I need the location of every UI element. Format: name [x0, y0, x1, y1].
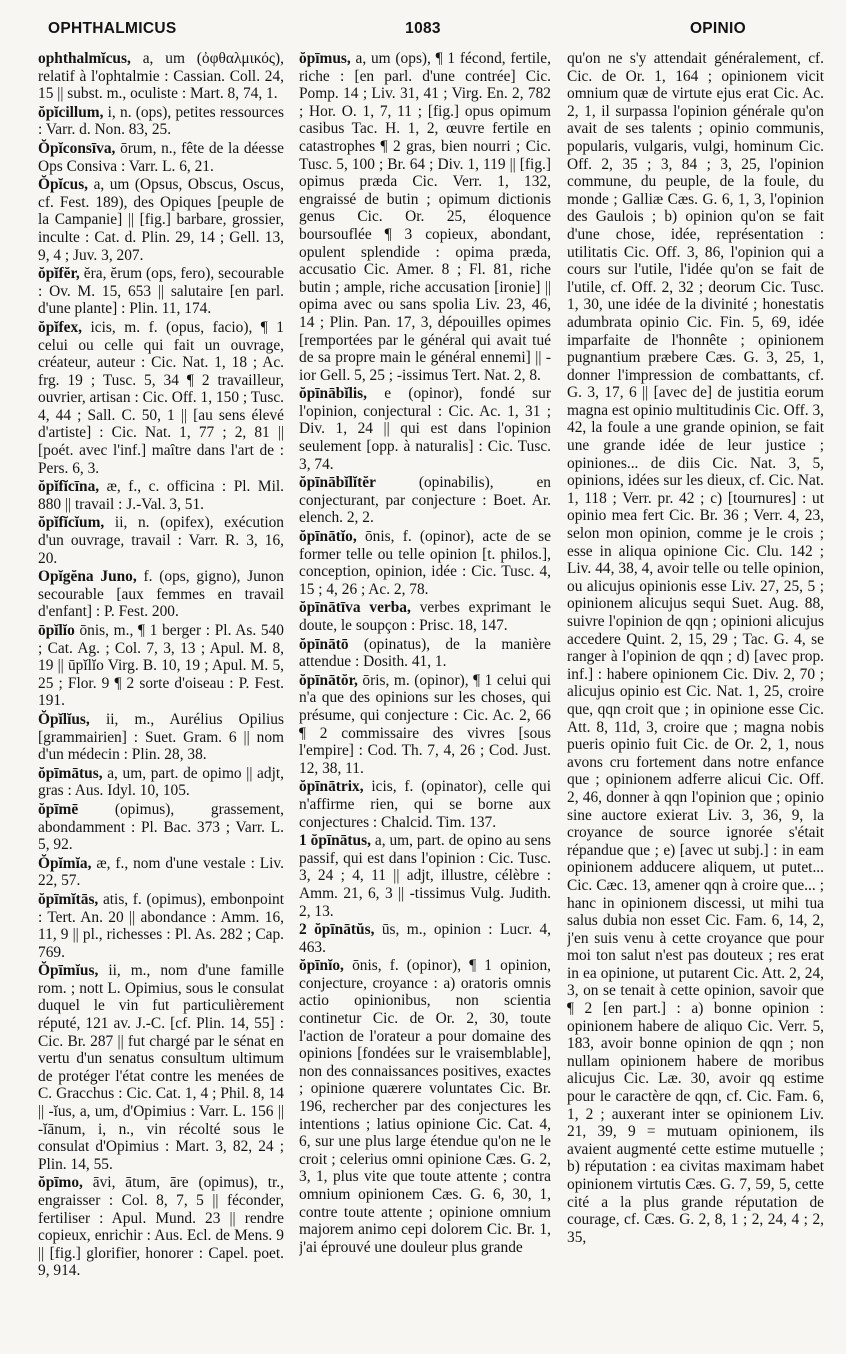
- entry-definition: a, um, part. de opimo || adjt, gras : Aus. Idyl. 10, 105.: [38, 764, 284, 800]
- entry-definition: a, um, part. de opino au sens passif, qui est dans l'opinion : Cic. Tusc. 3, 24 ; 4, 11 || adjt, illustre, célèbre : Amm. 21, 6, 3 || -tissimus Vulg. Judith. 2, 13.: [299, 832, 551, 920]
- entry-headword: ŏpīmĭtās,: [38, 890, 99, 908]
- entry-definition: (opinabilis), en conjecturant, par conjecture : Boet. Ar. elench. 2, 2.: [299, 474, 551, 527]
- entry-definition: ōris, m. (opinor), ¶ 1 celui qui n'a que des opinions sur les choses, qui présume, qui conjecture : Cic. Ac. 2, 66 ¶ 2 commissaire des vivres [sous l'empire] : Cod. Th. 7, 4, 26 ; Cod. Just. 12, 38, 11.: [299, 671, 551, 777]
- entry-headword: ŏpīmo,: [38, 1174, 83, 1192]
- dictionary-entry: [299, 957, 551, 1256]
- entry-definition: ōnis, m., ¶ 1 berger : Pl. As. 540 ; Cat. Ag. ; Col. 7, 3, 13 ; Apul. M. 8, 19 || ūpĭlĭo Virg. B. 10, 19 ; Apul. M. 5, 25 ; Flor. 9 ¶ 2 sorte d'oiseau : P. Fest. 191.: [38, 622, 284, 710]
- dictionary-entry: [299, 778, 551, 831]
- entry-definition: ōrum, n., fête de la déesse Ops Consiva : Varr. L. 6, 21.: [38, 139, 284, 175]
- dictionary-entry: [299, 528, 551, 598]
- dictionary-entry: [38, 568, 284, 621]
- dictionary-entry: [299, 921, 551, 956]
- dictionary-entry: [38, 176, 284, 264]
- running-head-right: OPINIO: [689, 20, 746, 37]
- entry-definition: æ, f., nom d'une vestale : Liv. 22, 57.: [38, 854, 284, 890]
- entry-definition: ūs, m., opinion : Lucr. 4, 463.: [299, 921, 551, 956]
- entry-headword: Ŏpĭconsīva,: [38, 139, 116, 157]
- entry-definition: e (opinor), fondé sur l'opinion, conjectural : Cic. Ac. 1, 31 ; Div. 1, 24 || qui est dans l'opinion seulement [opp. à naturalis] : Cic. Tusc. 3, 74.: [299, 385, 551, 473]
- dictionary-entry: [299, 599, 551, 634]
- entry-headword: ŏpīnātĭo,: [299, 528, 357, 546]
- dictionary-entry: [299, 672, 551, 778]
- entry-headword: ŏpīnātīva verba,: [299, 599, 411, 617]
- dictionary-entry: [299, 50, 551, 384]
- entry-headword: ŏpīnābĭlĭtĕr: [299, 474, 376, 492]
- entry-definition: icis, f. (opinator), celle qui n'affirme rien, qui se borne aux conjectures : Chalcid. Tim. 137.: [299, 778, 551, 831]
- dictionary-entry: [299, 636, 551, 671]
- entry-headword: ŏpĭfĕr,: [38, 265, 80, 283]
- entry-definition: ōnis, f. (opinor), ¶ 1 opinion, conjecture, croyance : a) oratoris omnis actio opinionibus, non scientia continetur Cic. de Or. 2, 30, toute l'action de l'orateur a pour domaine des opinions [fondées sur le vraisemblable], non des connaissances positives, exactes ; opinione quærere voluntates Cic. Br. 196, rechercher par des conjectures les intentions ; latius opinione Cic. Cat. 4, 6, sur une plus large étendue qu'on ne le croit ; celerius omni opinione Cæs. G. 2, 3, 1, plus vite que toute attente ; contra omnium opinionem Cæs. G. 6, 30, 1, contre toute attente ; opinione omnium majorem animo cepi dolorem Cic. Br. 1, j'ai éprouvé une douleur plus grande: [299, 957, 551, 1256]
- entry-definition: āvi, ātum, āre (opimus), tr., engraisser : Col. 8, 7, 5 || féconder, fertiliser : Apul. Mund. 23 || rendre copieux, enrichir : Aus. Ecl. de Mens. 9 || [fig.] glorifier, honorer : Capel. poet. 9, 914.: [38, 1174, 284, 1280]
- column-2: [299, 50, 551, 1350]
- entry-headword: ŏpĭcillum,: [38, 103, 104, 121]
- dictionary-entry: [299, 832, 551, 920]
- entry-headword: Ŏpĭcus,: [38, 176, 89, 194]
- entry-definition: a, um (Opsus, Obscus, Oscus, cf. Fest. 189), des Opiques [peuple de la Campanie] || [fig.] barbare, grossier, inculte : Cat. d. Plin. 29, 14 ; Gell. 13, 9, 4 ; Juv. 3, 207.: [38, 176, 284, 264]
- entry-definition: (opimus), grassement, abondamment : Pl. Bac. 373 ; Varr. L. 5, 92.: [38, 800, 284, 854]
- entry-headword: ŏpīmātus,: [38, 764, 103, 782]
- dictionary-entry: [38, 962, 284, 1173]
- entry-definition: ōnis, f. (opinor), acte de se former telle ou telle opinion [t. philos.], conception, opinion, idée : Cic. Tusc. 4, 15 ; 4, 26 ; Ac. 2, 78.: [299, 528, 551, 598]
- dictionary-entry: [299, 385, 551, 473]
- entry-headword: ŏpīnĭo,: [299, 957, 344, 975]
- dictionary-entry: [38, 514, 284, 567]
- running-head-left: OPHTHALMICUS: [48, 20, 177, 37]
- column-1: [38, 50, 284, 1350]
- entry-headword: ophthalmĭcus,: [38, 50, 131, 67]
- entry-definition: icis, m. f. (opus, facio), ¶ 1 celui ou celle qui fait un ouvrage, créateur, auteur : Cic. Nat. 1, 18 ; Ac. frg. 19 ; Tusc. 5, 34 ¶ 2 travailleur, ouvrier, artisan : Cic. Off. 1, 150 ; Tusc. 4, 44 ; Sall. C. 50, 1 || [au sens élevé d'artiste] : Cic. Nat. 1, 77 ; 2, 81 || [poét. avec l'inf.] maître dans l'art de : Pers. 6, 3.: [38, 318, 284, 477]
- dictionary-entry: [299, 474, 551, 527]
- entry-headword: ŏpĭfĭcīna,: [38, 478, 100, 496]
- dictionary-entry: [38, 801, 284, 854]
- page-number: 1083: [405, 20, 441, 37]
- dictionary-entry: [38, 622, 284, 710]
- dictionary-entry: [38, 104, 284, 139]
- entry-headword: ŏpīmē: [38, 800, 79, 818]
- dictionary-entry: [38, 478, 284, 513]
- entry-definition: ii, m., nom d'une famille rom. ; nott L. Opimius, sous le consulat duquel le vin fut particulièrement réputé, 121 av. J.-C. [cf. Plin. 14, 55] : Cic. Br. 287 || fut chargé par le sénat en vertu d'un senatus consultum ultimum de protéger l'état contre les menées de C. Gracchus : Cic. Cat. 1, 4 ; Phil. 8, 14 || -ĭus, a, um, d'Opimius : Varr. L. 156 || -ĭānum, i, n., vin récolté sous le consulat d'Opimius : Mart. 3, 82, 24 ; Plin. 14, 55.: [38, 962, 284, 1173]
- entry-headword: Ŏpīmĭus,: [38, 962, 99, 980]
- entry-headword: ŏpīnābĭlis,: [299, 385, 368, 403]
- column-3: [567, 50, 824, 1350]
- entry-headword: Opĭgĕna Juno,: [38, 568, 137, 586]
- dictionary-entry: [38, 50, 284, 103]
- entry-headword: Ŏpĭlĭus,: [38, 710, 90, 728]
- dictionary-entry: [38, 765, 284, 800]
- entry-definition: a, um (ops), ¶ 1 fécond, fertile, riche : [en parl. d'une contrée] Cic. Pomp. 14 ; Liv. 31, 41 ; Virg. En. 2, 782 ; Hor. O. 1, 7, 11 ; [fig.] opus opimum casibus Tac. H. 1, 2, œuvre fertile en catastrophes ¶ 2 gras, bien nourri ; Cic. Tusc. 5, 100 ; Br. 64 ; Div. 1, 119 || [fig.] opimus præda Cic. Verr. 1, 132, engraissé de butin ; opimum dictionis genus Cic. Or. 25, éloquence boursouflée ¶ 3 copieux, abondant, opulent splendide : opima præda, accusatio Cic. Amer. 8 ; Fl. 81, riche butin ; ample, riche accusation [ironie] || opima avec ou sans spolia Liv. 23, 46, 14 ; Plin. Pan. 17, 3, dépouilles opimes [remportées par le général qui avait tué de sa propre main le général ennemi] || -ior Gell. 5, 25 ; -issimus Tert. Nat. 2, 8.: [299, 50, 551, 384]
- entry-headword: 1 ŏpīnātus,: [299, 832, 371, 850]
- page-header: [0, 0, 846, 42]
- entry-headword: ŏpīmus,: [299, 50, 351, 67]
- entry-headword: Ŏpĭmĭa,: [38, 854, 92, 872]
- entry-definition: f. (ops, gigno), Junon secourable [aux femmes en travail d'enfant] : P. Fest. 200.: [38, 568, 284, 621]
- dictionary-entry: [38, 891, 284, 961]
- dictionary-entry: [38, 319, 284, 477]
- entry-definition: ii, n. (opifex), exécution d'un ouvrage, travail : Varr. R. 3, 16, 20.: [38, 514, 284, 567]
- entry-headword: ŏpīnātō: [299, 635, 349, 653]
- entry-definition: (opinatus), de la manière attendue : Dosith. 41, 1.: [299, 635, 551, 671]
- entry-definition: æ, f., c. officina : Pl. Mil. 880 || travail : J.-Val. 3, 51.: [38, 478, 284, 513]
- dictionary-entry: [38, 855, 284, 890]
- entry-headword: ōpĭlĭo: [38, 622, 75, 639]
- entry-headword: ŏpīnātrix,: [299, 778, 364, 796]
- entry-definition: ii, m., Aurélius Opilius [grammairien] : Suet. Gram. 6 || nom d'un médecin : Plin. 28, 38.: [38, 710, 284, 764]
- entry-definition: ĕra, ĕrum (ops, fero), secourable : Ov. M. 15, 653 || salutaire [en parl. d'une plante] : Plin. 11, 174.: [38, 265, 284, 318]
- entry-headword: 2 ŏpīnātŭs,: [299, 921, 375, 939]
- entry-definition: qu'on ne s'y attendait généralement, cf. Cic. de Or. 1, 164 ; opinionem vicit omnium quæ de virtute ejus erat Cic. Ac. 2, 1, il surpassa l'opinion générale qu'on avait de ses talents ; opinio communis, popularis, vulgaris, vulgi, hominum Cic. Off. 2, 35 ; 3, 84 ; 3, 25, l'opinion commune, du peuple, de la foule, du monde ; Galliæ Cæs. G. 6, 1, 3, l'opinion des Gaulois ; b) opinion qu'on se fait d'une chose, idée, représentation : utilitatis Cic. Off. 3, 86, l'opinion qui a cours sur l'utile, l'idée qu'on se fait de l'utile, cf. Off. 2, 32 ; deorum Cic. Tusc. 1, 30, une idée de la divinité ; honestatis adumbrata opinio Cic. Fin. 5, 69, idée imparfaite de l'honnête ; opinionem pugnantium præbere Cæs. G. 3, 25, 1, donner l'impression de combattants, cf. G. 3, 17, 6 || [avec de] de justitia eorum magna est opinio multitudinis Cic. Off. 3, 42, la foule a une grande opinion, se fait une grande idée de leur justice ; opiniones... de diis Cic. Nat. 3, 5, opinions, idées sur les dieux, cf. Cic. Nat. 1, 118 ; Verr. pr. 42 ; c) [tournures] : ut opinio mea fert Cic. Br. 36 ; Verr. 4, 23, selon mon opinion, comme je le crois ; esse in aliqua opinione Cic. Clu. 142 ; Liv. 44, 38, 4, avoir telle ou telle opinion, ou alicujus opinionis esse Liv. 27, 25, 5 ; opinionem alicujus sequi Suet. Aug. 88, suivre l'opinion de qqn ; opinioni alicujus accedere Quint. 2, 15, 29 ; Tac. G. 4, se ranger à l'opinion de qqn ; d) [avec prop. inf.] : habere opinionem Cic. Div. 2, 70 ; alicujus opinio est Cic. Nat. 1, 25, croire que, qqn croit que ; in opinione esse Cic. Att. 8, 11d, 3, croire que ; magna nobis pueris opinio fuit Cic. de Or. 2, 1, nous avons cru fortement dans notre enfance que ; opinionem adferre alicui Cic. Off. 2, 46, donner à qqn l'opinion que ; opinio sine auctore exierat Liv. 3, 36, 9, la croyance de source ignorée s'était répandue que ; e) [avec ut subj.] : in eam opinionem adducere aliquem, ut putet... Cic. Cæc. 13, amener qqn à croire que... ; hanc in opinionem discessi, ut mihi tua salus dubia non esset Cic. Fam. 6, 14, 2, j'en suis venu à cette croyance que pour moi ton salut n'est pas douteux ; res erat in ea opinione, ut putarent Cic. Att. 2, 24, 3, on se tenait à cette opinion, savoir que ¶ 2 [en part.] : a) bonne opinion : opinionem habere de aliquo Cic. Verr. 5, 183, avoir bonne opinion de qqn ; non nullam opinionem habere de moribus alicujus Cic. Læ. 30, avoir qq estime pour le caractère de qqn, cf. Cic. Fam. 6, 1, 2 ; auxerant inter se opinionem Liv. 21, 39, 9 = mutuam opinionem, ils avaient augmenté cette estime mutuelle ; b) réputation : ea civitas maximam habet opinionem virtutis Cæs. G. 7, 59, 5, cette cité a la plus grande réputation de courage, cf. Cæs. G. 2, 8, 1 ; 2, 24, 4 ; 2, 35,: [567, 50, 824, 1246]
- entry-definition: a, um (ὀφθαλμικός), relatif à l'ophtalmie : Cassian. Coll. 24, 15 || subst. m., oculiste : Mart. 8, 74, 1.: [38, 50, 284, 103]
- dictionary-entry: [567, 50, 824, 1246]
- entry-definition: atis, f. (opimus), embonpoint : Tert. An. 20 || abondance : Amm. 16, 11, 9 || pl., richesses : Pl. As. 282 ; Cap. 769.: [38, 890, 284, 961]
- dictionary-entry: [38, 265, 284, 318]
- dictionary-entry: [38, 1174, 284, 1280]
- entry-headword: ŏpĭfĭcĭum,: [38, 514, 105, 532]
- dictionary-entry: [38, 140, 284, 175]
- entry-headword: ŏpīnātŏr,: [299, 671, 358, 689]
- entry-headword: ŏpĭfex,: [38, 318, 83, 336]
- dictionary-entry: [38, 711, 284, 764]
- entry-definition: verbes exprimant le doute, le soupçon : Prisc. 18, 147.: [299, 599, 551, 634]
- entry-definition: i, n. (ops), petites ressources : Varr. d. Non. 83, 25.: [38, 103, 284, 139]
